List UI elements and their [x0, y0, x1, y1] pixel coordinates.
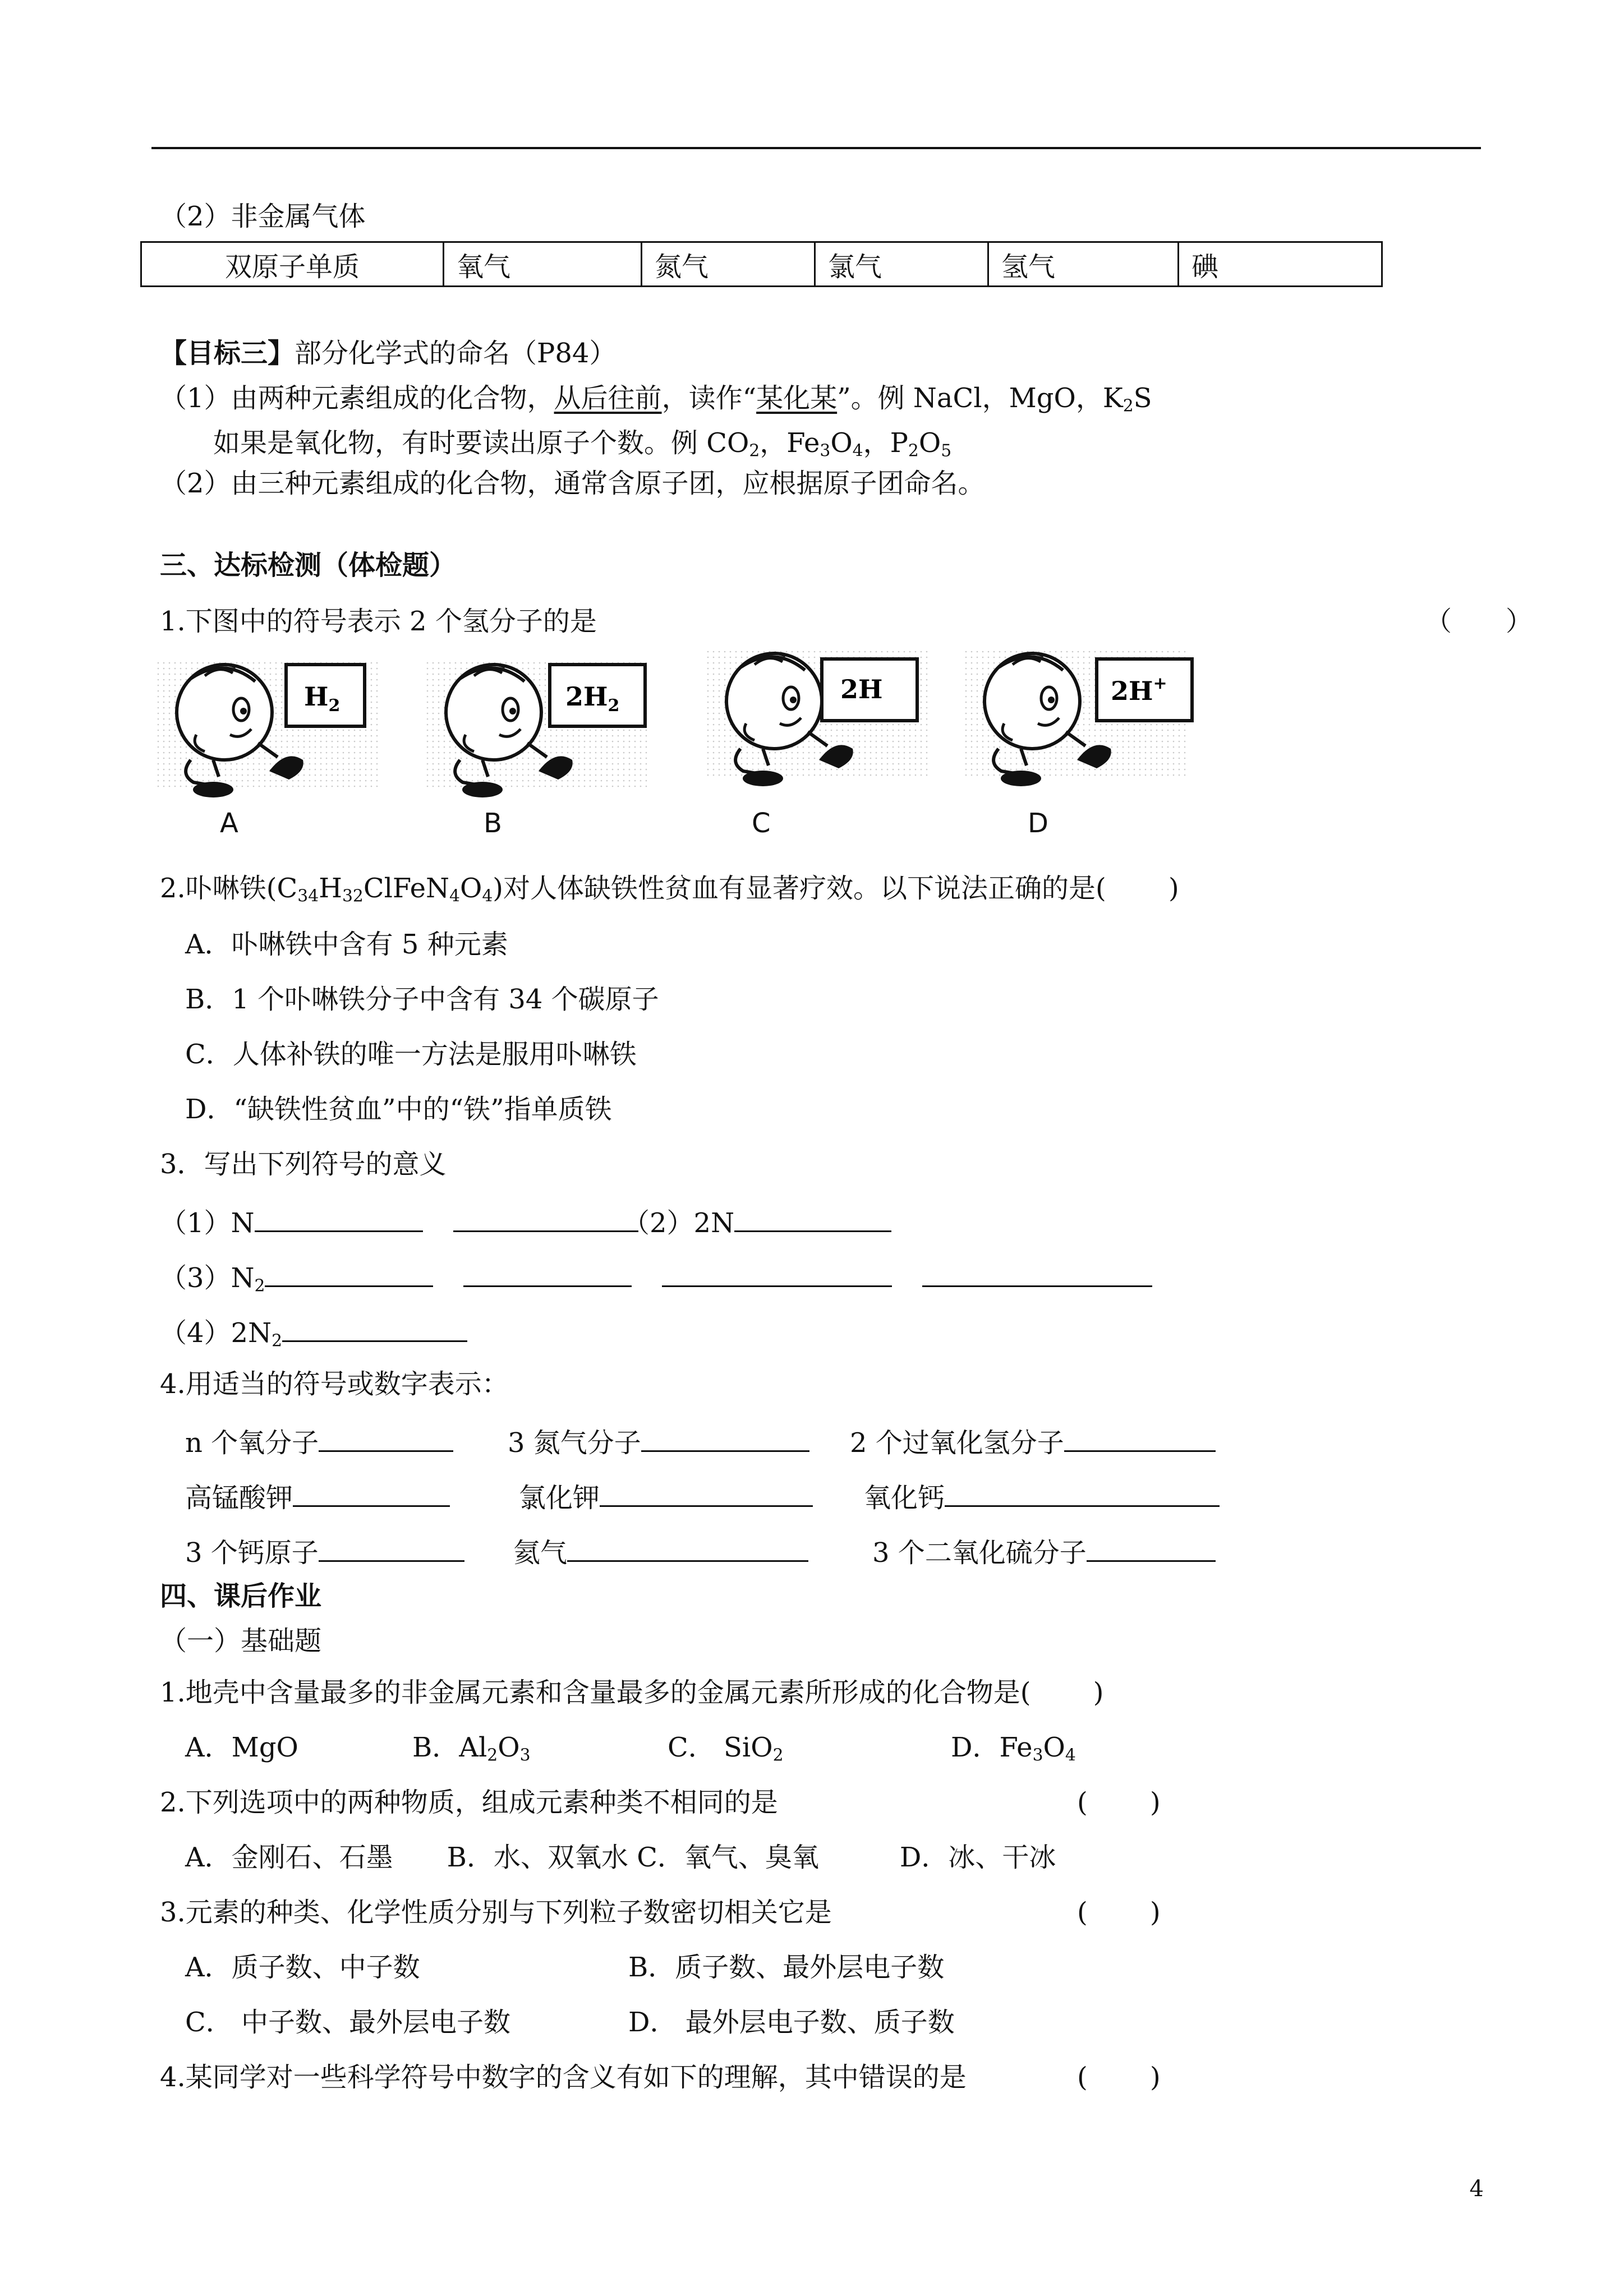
- s4-q3: 3.元素的种类、化学性质分别与下列粒子数密切相关它是: [160, 1897, 832, 1928]
- section4-title: 四、课后作业: [160, 1580, 322, 1612]
- s3-q2-option-b: B．1 个卟啉铁分子中含有 34 个碳原子: [185, 984, 659, 1015]
- s3-q2: 2.卟啉铁$(C_{34}H_{32}ClFeN_4O_4)$对人体缺铁性贫血有显著疗效。以下说法正确的是( ): [160, 873, 1179, 906]
- s4-q1-option-d: D．$Fe_3O_4$: [951, 1732, 1076, 1765]
- s4-q1-option-c: C． SiO$_2$: [668, 1732, 784, 1765]
- s3-q2-option-d: D．“缺铁性贫血”中的“铁”指单质铁: [185, 1094, 612, 1125]
- figure-label-c: C: [752, 808, 771, 839]
- table-cell: 氮气: [642, 242, 815, 287]
- s4-q2-answer-paren: ( ): [1077, 1787, 1161, 1818]
- s4-q3-option-b: B．质子数、最外层电子数: [628, 1952, 945, 1983]
- s3-q4-item: 氯化钾: [519, 1481, 813, 1511]
- figure-b: [426, 662, 651, 797]
- formula-c: 2H: [840, 674, 883, 704]
- table-cell: 氧气: [444, 242, 642, 287]
- figure-c: [707, 651, 931, 786]
- table-cell: 氯气: [815, 242, 988, 287]
- s3-q3-item4: $(4)2N_2$: [160, 1316, 467, 1347]
- figure-label-b: B: [484, 808, 502, 839]
- s4-q3-answer-paren: ( ): [1077, 1897, 1161, 1928]
- goal3-line1: （1）由两种元素组成的化合物，从后往前，读作“某化某”。例 NaCl，MgO，$K_2S$: [160, 382, 1152, 416]
- s3-q3-item1: （1）N: [160, 1206, 638, 1237]
- formula-b: $2H_2$: [565, 681, 620, 716]
- table-cell: 双原子单质: [141, 242, 444, 287]
- s3-q3-item3: $(3)N_2$: [160, 1261, 1152, 1292]
- figure-label-a: A: [220, 808, 238, 839]
- table-cell: 氢气: [988, 242, 1179, 287]
- section3-title: 三、达标检测（体检题）: [160, 550, 457, 581]
- header-rule: [151, 147, 1481, 149]
- s4-q1-option-a: A．MgO: [185, 1732, 298, 1763]
- s4-q4: 4.某同学对一些科学符号中数字的含义有如下的理解，其中错误的是: [160, 2062, 967, 2093]
- s3-q4-item: 3 个二氧化硫分子: [872, 1536, 1216, 1566]
- s3-q4-item: 3 个钙原子: [185, 1536, 464, 1566]
- s3-q4-item: 高锰酸钾: [185, 1481, 450, 1511]
- s3-q3: 3．写出下列符号的意义: [160, 1149, 447, 1180]
- s3-q2-option-a: A．卟啉铁中含有 5 种元素: [185, 929, 508, 960]
- section4-sub: （一）基础题: [160, 1625, 322, 1657]
- s3-q1: 1.下图中的符号表示 2 个氢分子的是: [160, 606, 597, 637]
- s4-q1: 1.地壳中含量最多的非金属元素和含量最多的金属元素所形成的化合物是( ): [160, 1677, 1104, 1708]
- s3-q4-item: 氧化钙: [864, 1481, 1220, 1511]
- page-number: 4: [1469, 2176, 1484, 2202]
- s3-q4-item: 2 个过氧化氢分子: [850, 1426, 1216, 1456]
- s4-q3-option-c: C． 中子数、最外层电子数: [185, 2007, 510, 2038]
- goal3-line2: 如果是氧化物，有时要读出原子个数。例 $CO_2$，$Fe_3O_4$，$P_2O_5$: [213, 427, 952, 461]
- s4-q2-options: A．金刚石、石墨 B．水、双氧水 C．氧气、臭氧 D．冰、干冰: [185, 1842, 1056, 1873]
- s3-q1-answer-paren: （ ）: [1425, 606, 1533, 637]
- formula-a: $H_2$: [304, 681, 341, 716]
- s4-q3-option-a: A．质子数、中子数: [185, 1952, 420, 1983]
- goal3-line3: （2）由三种元素组成的化合物，通常含原子团，应根据原子团命名。: [160, 468, 985, 499]
- figure-d: [965, 651, 1192, 786]
- s3-q4: 4.用适当的符号或数字表示：: [160, 1368, 509, 1400]
- goal3-title: 【目标三】部分化学式的命名（P84）: [160, 338, 617, 369]
- nonmetal-gas-heading: （2）非金属气体: [160, 201, 366, 232]
- figure-a: [157, 662, 381, 797]
- s4-q4-answer-paren: ( ): [1077, 2062, 1161, 2093]
- s4-q2: 2.下列选项中的两种物质，组成元素种类不相同的是: [160, 1787, 778, 1818]
- s3-q3-item2: （2）2N: [623, 1206, 891, 1237]
- s3-q2-option-c: C．人体补铁的唯一方法是服用卟啉铁: [185, 1039, 637, 1070]
- s4-q1-option-b: B．$Al_2O_3$: [412, 1732, 531, 1765]
- s3-q4-item: n 个氧分子: [185, 1426, 453, 1456]
- s3-q4-item: 氦气: [513, 1536, 808, 1566]
- s4-q3-option-d: D． 最外层电子数、质子数: [628, 2007, 955, 2038]
- s3-q4-item: 3 氮气分子: [508, 1426, 809, 1456]
- figure-label-d: D: [1028, 808, 1048, 839]
- diatomic-gas-table: [140, 241, 1383, 287]
- formula-d: 2H+: [1111, 674, 1167, 706]
- table-cell: 碘: [1179, 242, 1382, 287]
